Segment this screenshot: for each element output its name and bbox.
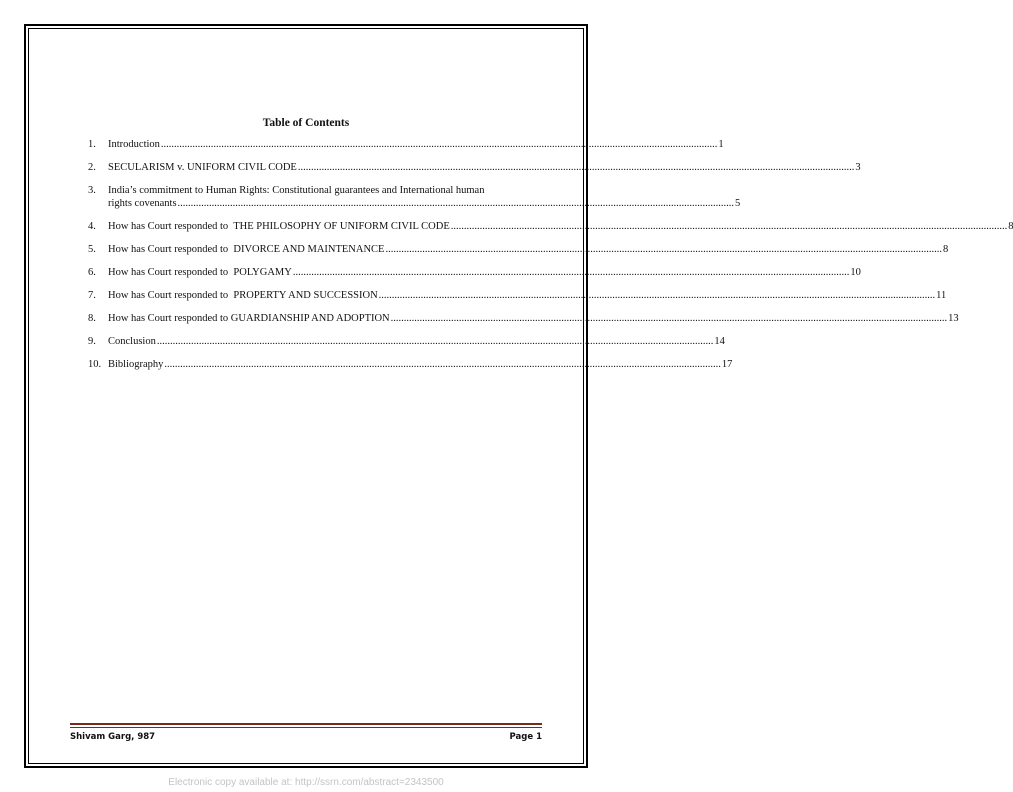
toc-entry-text: Introduction	[108, 139, 160, 150]
toc-entry-number: 1.	[88, 139, 96, 150]
toc-entry-page: 3	[855, 162, 861, 173]
toc-entry-number: 2.	[88, 162, 96, 173]
toc-entry-text: Conclusion	[108, 336, 156, 347]
toc-entry-text-line1: India’s commitment to Human Rights: Constitutional guarantees and International human	[108, 185, 485, 196]
footer-rule	[70, 723, 542, 725]
toc-entry-text: Bibliography	[108, 359, 164, 370]
toc-entry-page: 14	[714, 336, 725, 347]
toc-entry-text: How has Court responded to POLYGAMY	[108, 267, 292, 278]
dot-leader	[157, 335, 714, 348]
toc-entry-page: 10	[850, 267, 861, 278]
toc-entry-text: How has Court responded to DIVORCE AND MAINTENANCE	[108, 244, 385, 255]
dot-leader	[451, 220, 1008, 233]
toc-entry-text-line2: rights covenants	[108, 198, 177, 209]
toc-entry-text: How has Court responded to GUARDIANSHIP AND ADOPTION	[108, 313, 390, 324]
toc-entry-polygamy	[88, 266, 861, 279]
toc-entry-text: How has Court responded to THE PHILOSOPHY OF UNIFORM CIVIL CODE	[108, 221, 450, 232]
toc-entry-page: 1	[718, 139, 724, 150]
ssrn-watermark-note: Electronic copy available at: http://ssrn.com/abstract=2343500	[168, 777, 444, 788]
dot-leader	[178, 197, 735, 210]
toc-entry-number: 7.	[88, 290, 96, 301]
toc-entry-page: 11	[936, 290, 947, 301]
footer-rule-thin	[70, 727, 542, 728]
toc-entry-text: SECULARISM v. UNIFORM CIVIL CODE	[108, 162, 297, 173]
toc-entry-number: 3.	[88, 185, 96, 196]
dot-leader	[379, 289, 936, 302]
toc-entry-bibliography	[88, 358, 733, 371]
toc-entry-number: 9.	[88, 336, 96, 347]
toc-entry-philosophy-ucc	[88, 220, 1013, 233]
toc-entry-divorce	[88, 243, 949, 256]
toc-entry-page: 5	[735, 198, 741, 209]
toc-entry-secularism	[88, 161, 861, 174]
toc-entry-number: 5.	[88, 244, 96, 255]
toc-entry-page: 8	[1008, 221, 1013, 232]
toc-entry-conclusion	[88, 335, 725, 348]
table-of-contents	[88, 138, 1013, 381]
toc-entry-human-rights	[88, 184, 741, 210]
toc-entry-number: 8.	[88, 313, 96, 324]
page-footer	[70, 732, 542, 742]
toc-entry-number: 4.	[88, 221, 96, 232]
toc-entry-text: How has Court responded to PROPERTY AND SUCCESSION	[108, 290, 378, 301]
footer-page-number: Page 1	[509, 732, 542, 742]
toc-entry-introduction	[88, 138, 724, 151]
dot-leader	[164, 358, 721, 371]
dot-leader	[293, 266, 850, 279]
toc-entry-page: 17	[721, 359, 733, 370]
toc-entry-number: 10.	[88, 359, 102, 370]
footer-author: Shivam Garg, 987	[70, 732, 156, 742]
toc-entry-property	[88, 289, 947, 302]
dot-leader	[161, 138, 718, 151]
toc-entry-guardianship	[88, 312, 959, 325]
dot-leader	[391, 312, 948, 325]
dot-leader	[298, 161, 855, 174]
toc-entry-page: 8	[942, 244, 949, 255]
dot-leader	[385, 243, 942, 256]
toc-entry-number: 6.	[88, 267, 96, 278]
toc-title: Table of Contents	[262, 117, 350, 129]
toc-entry-page: 13	[948, 313, 959, 324]
